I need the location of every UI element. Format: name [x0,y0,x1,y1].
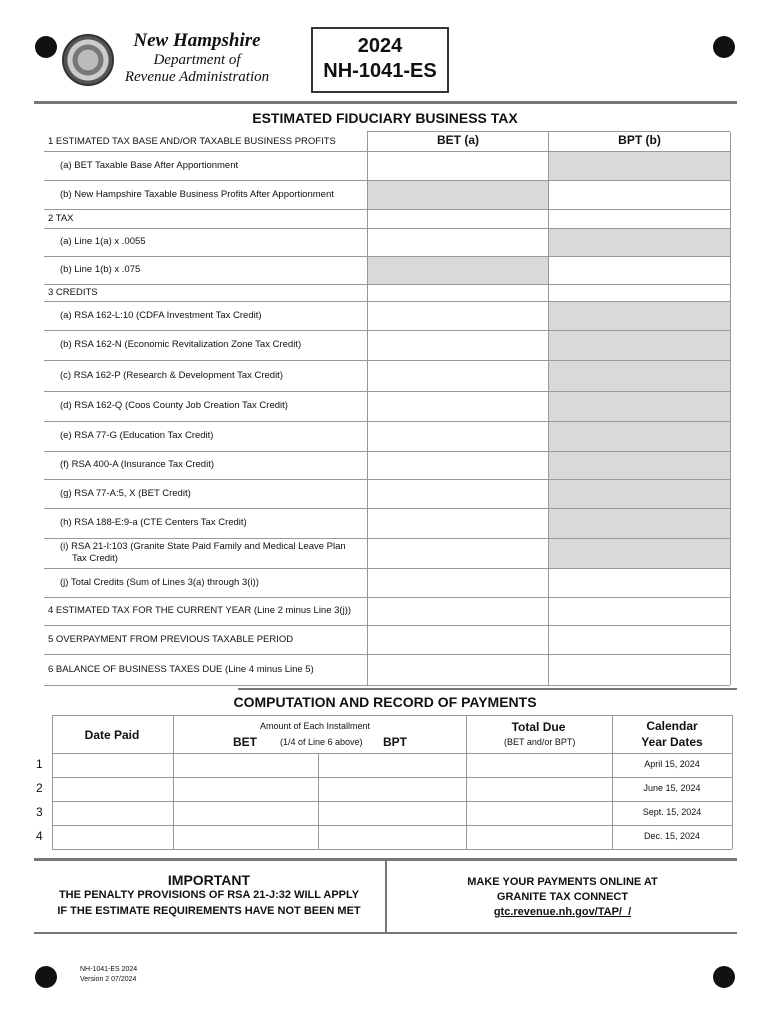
cell-line [548,625,549,654]
installment-number: 3 [36,805,43,819]
cell-line [730,568,731,597]
registration-mark [713,966,735,988]
cell-line [730,360,731,391]
form-id-box [311,27,449,93]
registration-mark [35,966,57,988]
cell-line [548,360,549,391]
cell-line [548,391,549,421]
line-label: (f) RSA 400-A (Insurance Tax Credit) [60,459,214,470]
cell-line [318,753,319,777]
penalty-line2: IF THE ESTIMATE REQUIREMENTS HAVE NOT BEEN MET [57,905,361,917]
cell-line [548,597,549,625]
shaded-cell [549,361,730,391]
cell-line [367,568,368,597]
row-line [44,625,730,626]
col-amount-label: Amount of Each Installment [260,721,371,731]
cell-line [732,753,733,777]
cell-line [730,256,731,284]
table-border [52,715,732,716]
form-number: NH-1041-ES [323,60,437,82]
line-label: 2 TAX [48,212,74,224]
row-line [52,825,732,826]
section1-title: ESTIMATED FIDUCIARY BUSINESS TAX [252,110,518,126]
cell-line [730,330,731,360]
cell-line [367,421,368,451]
cell-line [548,180,549,209]
cell-line [466,753,467,777]
divider [238,688,737,690]
cell-line [548,301,549,330]
payment-input-cell[interactable] [54,755,171,776]
installment-number: 1 [36,757,43,771]
payment-input-cell[interactable] [468,755,610,776]
col-quarter-label: (1/4 of Line 6 above) [280,737,363,747]
installment-number: 2 [36,781,43,795]
cell-line [367,301,368,330]
line-label: (b) Line 1(b) x .075 [60,264,141,275]
payment-input-cell[interactable] [175,827,316,848]
cell-line [548,132,549,151]
payment-input-cell[interactable] [468,827,610,848]
footer-form-id: NH-1041-ES 2024 [80,966,138,973]
cell-line [730,301,731,330]
cell-line [730,132,731,151]
line-label: 4 ESTIMATED TAX FOR THE CURRENT YEAR (Line 2 minus Line 3(j)) [48,605,352,616]
col-bpt: BPT [383,735,407,749]
cell-line [730,597,731,625]
cell-line [367,228,368,256]
cell-line [367,180,368,209]
line-label: (a) RSA 162-L:10 (CDFA Investment Tax Credit) [60,309,262,321]
agency-name [112,30,282,86]
cell-line [52,801,53,825]
cell-line [52,777,53,801]
line-label: (g) RSA 77-A:5, X (BET Credit) [60,487,191,499]
cell-line [173,715,174,753]
shaded-cell [549,422,730,451]
payment-input-cell[interactable] [54,827,171,848]
cell-line [548,451,549,479]
cell-line [466,715,467,753]
cell-line [52,715,53,753]
line-label: (d) RSA 162-Q (Coos County Job Creation Tax Credit) [60,400,288,411]
online-line1: MAKE YOUR PAYMENTS ONLINE AT [467,876,658,888]
divider [34,932,737,934]
payment-input-cell[interactable] [320,827,464,848]
cell-line [612,801,613,825]
cell-line [612,753,613,777]
line-label: (i) RSA 21-I:103 (Granite State Paid Family and Medical Leave Plan [60,541,346,552]
cell-line [612,777,613,801]
cell-line [732,801,733,825]
cell-line [367,209,368,228]
col-bpt-header: BPT (b) [618,133,661,147]
row-line [52,777,732,778]
table-border [52,753,732,754]
registration-mark [713,36,735,58]
row-line [44,685,730,686]
cell-line [367,479,368,508]
due-date: Dec. 15, 2024 [643,831,701,841]
cell-line [732,715,733,753]
agency-line1: New Hampshire [133,30,261,51]
cell-line [367,451,368,479]
row-line [44,284,730,285]
registration-mark [35,36,57,58]
cell-line [173,753,174,777]
cell-line [367,625,368,654]
col-total-due: Total Due [511,720,566,734]
cell-line [548,228,549,256]
cell-line [730,228,731,256]
cell-line [730,625,731,654]
line-label: Tax Credit) [72,553,118,564]
cell-line [548,479,549,508]
col-date-paid: Date Paid [84,728,140,742]
shaded-cell [549,480,730,508]
line-label: (j) Total Credits (Sum of Lines 3(a) through 3(i)) [60,576,259,588]
line-label: 6 BALANCE OF BUSINESS TAXES DUE (Line 4 minus Line 5) [48,663,314,675]
cell-line [730,479,731,508]
payment-input-cell[interactable] [468,803,610,824]
cell-line [612,715,613,753]
cell-line [548,568,549,597]
payment-input-cell[interactable] [175,803,316,824]
cell-line [52,753,53,777]
payment-input-cell[interactable] [320,779,464,800]
installment-number: 4 [36,829,43,843]
nh-state-seal-icon [62,34,114,86]
cell-line [548,538,549,568]
cell-line [548,284,549,301]
payment-input-cell[interactable] [468,779,610,800]
cell-line [367,256,368,284]
shaded-cell [549,509,730,538]
shaded-cell [549,302,730,330]
due-date: April 15, 2024 [644,759,700,769]
row-line [44,597,730,598]
shaded-cell [549,452,730,479]
col-bet: BET [233,735,257,749]
payment-input-cell[interactable] [320,803,464,824]
footer-version: Version 2 07/2024 [80,976,137,983]
row-line [44,209,730,210]
payment-input-cell[interactable] [54,803,171,824]
payment-input-cell[interactable] [54,779,171,800]
penalty-line1: THE PENALTY PROVISIONS OF RSA 21-J:32 WILL APPLY [58,889,360,901]
shaded-cell [549,331,730,360]
cell-line [548,256,549,284]
line-label: (c) RSA 162-P (Research & Development Tax Credit) [60,369,283,381]
cell-line [730,654,731,685]
cell-line [367,508,368,538]
shaded-cell [549,539,730,568]
cell-line [548,508,549,538]
shaded-cell [549,152,730,180]
cell-line [612,825,613,849]
line-label: (b) New Hampshire Taxable Business Profits After Apportionment [60,188,334,200]
cell-line [730,391,731,421]
line-label: (a) BET Taxable Base After Apportionment [60,159,239,171]
cell-line [173,777,174,801]
row-line [52,849,732,850]
cell-line [730,421,731,451]
payment-input-cell[interactable] [175,779,316,800]
row-line [44,568,730,569]
cell-line [367,284,368,301]
agency-line2: Department of [153,52,241,68]
col-total-sub: (BET and/or BPT) [504,737,576,747]
shaded-cell [549,229,730,256]
cell-line [548,421,549,451]
cell-line [548,654,549,685]
payment-input-cell[interactable] [175,755,316,776]
cell-line [173,825,174,849]
col-bet-header: BET (a) [437,133,479,147]
cell-line [318,801,319,825]
cell-line [730,284,731,301]
cell-line [173,801,174,825]
cell-line [318,777,319,801]
cell-line [318,825,319,849]
cell-line [730,538,731,568]
col-calendar-2: Year Dates [641,735,703,749]
online-line2: GRANITE TAX CONNECT [496,891,629,903]
shaded-cell [368,181,548,209]
cell-line [730,180,731,209]
cell-line [732,825,733,849]
row-line [44,654,730,655]
cell-line [367,132,368,151]
row-line [52,801,732,802]
shaded-cell [368,257,548,284]
line-label: 3 CREDITS [48,286,98,298]
cell-line [466,801,467,825]
section2-title: COMPUTATION AND RECORD OF PAYMENTS [233,694,537,710]
col-calendar-1: Calendar [646,719,698,733]
divider [34,101,737,104]
cell-line [367,151,368,180]
shaded-cell [549,392,730,421]
line-label: 5 OVERPAYMENT FROM PREVIOUS TAXABLE PERIOD [48,633,294,645]
online-url-link[interactable]: gtc.revenue.nh.gov/TAP/_/ [493,906,632,918]
due-date: June 15, 2024 [643,783,701,793]
agency-line3: Revenue Administration [124,69,270,85]
cell-line [367,330,368,360]
cell-line [548,151,549,180]
line-label: (a) Line 1(a) x .0055 [60,236,146,247]
cell-line [732,777,733,801]
cell-line [548,330,549,360]
form-year: 2024 [357,35,403,57]
cell-line [730,508,731,538]
cell-line [367,654,368,685]
cell-line [466,777,467,801]
cell-line [548,209,549,228]
cell-line [730,451,731,479]
cell-line [367,360,368,391]
cell-line [52,825,53,849]
cell-line [466,825,467,849]
line-label: 1 ESTIMATED TAX BASE AND/OR TAXABLE BUSINESS PROFITS [48,135,336,147]
line-label: (e) RSA 77-G (Education Tax Credit) [60,430,214,441]
cell-line [730,209,731,228]
footer-divider [385,860,387,933]
line-label: (h) RSA 188-E:9-a (CTE Centers Tax Credit) [60,517,247,528]
cell-line [730,151,731,180]
line-label: (b) RSA 162-N (Economic Revitalization Zone Tax Credit) [60,339,302,350]
cell-line [367,538,368,568]
cell-line [367,391,368,421]
payment-input-cell[interactable] [320,755,464,776]
cell-line [367,597,368,625]
important-heading: IMPORTANT [167,872,251,888]
due-date: Sept. 15, 2024 [642,807,702,817]
